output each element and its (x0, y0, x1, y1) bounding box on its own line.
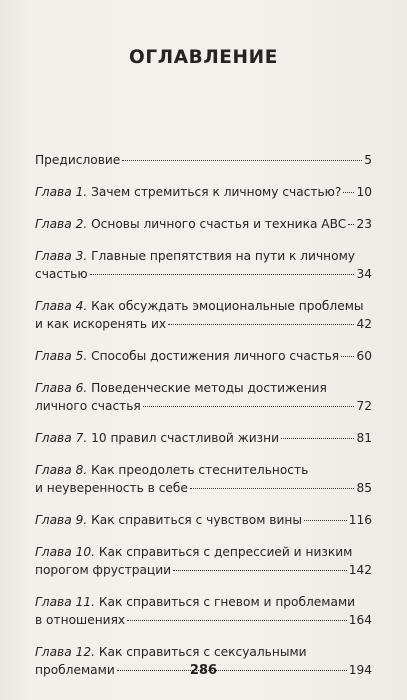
entry-title: в отношениях (35, 613, 126, 627)
dot-leader (90, 274, 355, 275)
toc-entry (35, 461, 372, 497)
toc-entry-line (35, 397, 372, 415)
toc-entry-line (35, 611, 372, 629)
entry-page-number: 142 (348, 563, 372, 577)
entry-page-number: 5 (364, 153, 372, 167)
toc-entry-line (35, 429, 372, 447)
entry-title: проблемами (35, 663, 115, 677)
chapter-label: Глава 11. (35, 595, 95, 609)
chapter-label: Глава 2. (35, 217, 88, 231)
chapter-label: Глава 12. (35, 645, 95, 659)
toc-entry-line (35, 543, 372, 561)
entry-page-number: 23 (356, 217, 372, 231)
chapter-label: Глава 10. (35, 545, 95, 559)
toc-entry (35, 297, 372, 333)
dot-leader (348, 224, 354, 225)
entry-page-number: 194 (348, 663, 372, 677)
toc-entry-line (35, 479, 372, 497)
toc-entry (35, 543, 372, 579)
toc-entry-line (35, 561, 372, 579)
entry-title: Как справиться с депрессией и низким (98, 545, 353, 559)
page-number: 286 (189, 663, 218, 678)
entry-title: Как справиться с сексуальными (98, 645, 307, 659)
dot-leader (190, 488, 355, 489)
toc-entry (35, 183, 372, 201)
entry-page-number: 34 (356, 267, 372, 281)
toc-entry-line (35, 315, 372, 333)
toc-entry (35, 593, 372, 629)
toc-entry-line (35, 643, 372, 661)
toc-entry-line (35, 461, 372, 479)
toc-entry (35, 429, 372, 447)
entry-title: и как искоренять их (35, 317, 167, 331)
toc-entry-line (35, 247, 372, 265)
dot-leader (304, 520, 347, 521)
toc-entry (35, 511, 372, 529)
entry-title: 10 правил счастливой жизни (91, 431, 279, 445)
chapter-label: Глава 7. (35, 431, 88, 445)
entry-title: порогом фрустрации (35, 563, 172, 577)
entry-title: Поведенческие методы достижения (91, 381, 327, 395)
toc-entry (35, 347, 372, 365)
entry-title: Главные препятствия на пути к личному (91, 249, 355, 263)
chapter-label: Глава 8. (35, 463, 88, 477)
entry-title: счастью (35, 267, 88, 281)
toc-entry-line (35, 215, 372, 233)
toc-entry (35, 215, 372, 233)
dot-leader (143, 406, 355, 407)
entry-title: Как преодолеть стеснительность (91, 463, 309, 477)
toc-entry-line (35, 183, 372, 201)
chapter-label: Глава 3. (35, 249, 88, 263)
toc-entry-line (35, 379, 372, 397)
entry-title: Основы личного счастья и техника ABC (91, 217, 347, 231)
entry-page-number: 42 (356, 317, 372, 331)
toc-entry-line (35, 593, 372, 611)
dot-leader (122, 160, 362, 161)
entry-page-number: 72 (356, 399, 372, 413)
chapter-label: Глава 5. (35, 349, 88, 363)
entry-title: личного счастья (35, 399, 141, 413)
entry-page-number: 60 (356, 349, 372, 363)
entry-title: Как справиться с чувством вины (91, 513, 302, 527)
table-of-contents (35, 151, 372, 693)
dot-leader (281, 438, 354, 439)
dot-leader (343, 192, 354, 193)
toc-entry (35, 379, 372, 415)
chapter-label: Глава 4. (35, 299, 88, 313)
dot-leader (168, 324, 354, 325)
entry-page-number: 85 (356, 481, 372, 495)
entry-title: Как обсуждать эмоциональные проблемы (91, 299, 364, 313)
chapter-label: Глава 1. (35, 185, 88, 199)
toc-entry-line (35, 297, 372, 315)
entry-title: Как справиться с гневом и проблемами (98, 595, 356, 609)
entry-title: Способы достижения личного счастья (91, 349, 340, 363)
chapter-label: Глава 9. (35, 513, 88, 527)
dot-leader (127, 620, 347, 621)
entry-title: и неуверенность в себе (35, 481, 188, 495)
entry-title: Предисловие (35, 153, 121, 167)
entry-title: Зачем стремиться к личному счастью? (91, 185, 342, 199)
toc-entry (35, 151, 372, 169)
entry-page-number: 164 (348, 613, 372, 627)
toc-entry (35, 247, 372, 283)
chapter-label: Глава 6. (35, 381, 88, 395)
toc-entry-line (35, 347, 372, 365)
dot-leader (341, 356, 354, 357)
toc-entry-line (35, 511, 372, 529)
entry-page-number: 10 (356, 185, 372, 199)
page-title: ОГЛАВЛЕНИЕ (129, 47, 278, 68)
toc-entry-line (35, 151, 372, 169)
entry-page-number: 81 (356, 431, 372, 445)
toc-entry-line (35, 265, 372, 283)
entry-page-number: 116 (348, 513, 372, 527)
dot-leader (173, 570, 347, 571)
